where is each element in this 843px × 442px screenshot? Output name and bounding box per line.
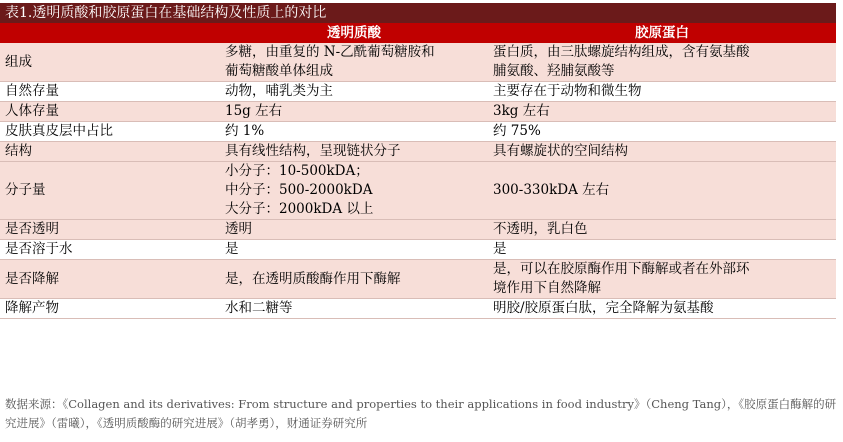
cell-line: 是，在透明质酸酶作用下酶解 [225,270,401,287]
cell-line: 动物，哺乳类为主 [225,83,333,99]
cell-collagen [488,82,836,102]
cell-collagen [488,102,836,122]
cell-line: 大分子：2000kDA 以上 [225,201,374,217]
table-header-row [0,23,836,43]
cell-line: 具有螺旋状的空间结构 [493,143,628,159]
row-label: 人体存量 [0,102,220,122]
cell-hyaluronic-acid [220,43,488,82]
row-label: 降解产物 [0,299,220,319]
cell-collagen [488,142,836,162]
cell-hyaluronic-acid [220,240,488,260]
cell-line: 是 [225,241,239,257]
table-row [0,142,836,162]
cell-line: 是，可以在胶原酶作用下酶解或者在外部环 [493,261,750,277]
cell-hyaluronic-acid [220,122,488,142]
cell-line: 3kg 左右 [493,103,550,119]
cell-collagen [488,240,836,260]
cell-line: 中分子：500-2000kDA [225,182,373,198]
row-label: 是否溶于水 [0,240,220,260]
row-label: 是否透明 [0,220,220,240]
row-label: 是否降解 [0,260,220,299]
table-row [0,240,836,260]
cell-collagen [488,220,836,240]
header-collagen: 胶原蛋白 [488,23,836,43]
cell-hyaluronic-acid [220,162,488,220]
cell-hyaluronic-acid [220,220,488,240]
cell-collagen [488,260,836,299]
table-row [0,82,836,102]
cell-line: 明胶/胶原蛋白肽，完全降解为氨基酸 [493,300,714,316]
cell-hyaluronic-acid [220,142,488,162]
table-row [0,102,836,122]
header-blank [0,23,220,43]
cell-line: 多糖，由重复的 N-乙酰葡萄糖胺和 [225,44,435,60]
cell-line: 约 1% [225,123,265,139]
row-label: 分子量 [0,162,220,220]
cell-line: 主要存在于动物和微生物 [493,83,642,99]
row-label: 结构 [0,142,220,162]
cell-line: 水和二糖等 [225,300,293,316]
header-hyaluronic-acid: 透明质酸 [220,23,488,43]
row-label: 自然存量 [0,82,220,102]
cell-line: 具有线性结构，呈现链状分子 [225,143,401,159]
cell-line: 15g 左右 [225,103,283,119]
cell-line: 300-330kDA 左右 [493,182,610,198]
cell-line: 蛋白质，由三肽螺旋结构组成，含有氨基酸 [493,44,750,60]
table-row [0,299,836,319]
cell-collagen [488,43,836,82]
cell-line: 小分子：10-500kDA； [225,163,369,179]
cell-line: 是 [493,241,507,257]
cell-line: 境作用下自然降解 [493,280,601,296]
table-row [0,43,836,82]
row-label: 皮肤真皮层中占比 [0,122,220,142]
table-title: 表1.透明质酸和胶原蛋白在基础结构及性质上的对比 [0,3,836,23]
cell-line: 脯氨酸、羟脯氨酸等 [493,63,615,79]
table-row [0,260,836,299]
cell-line: 透明 [225,221,252,237]
cell-hyaluronic-acid [220,299,488,319]
cell-collagen [488,162,836,220]
table-row [0,220,836,240]
row-label: 组成 [0,43,220,82]
table-row [0,162,836,220]
cell-hyaluronic-acid [220,102,488,122]
comparison-table [0,23,836,319]
cell-line: 约 75% [493,123,541,139]
source-note: 数据来源：《Collagen and its derivatives: From structure and properties to their applications in food industry》（Cheng Tang），《胶原蛋白酶解的研究进展》（雷曦），《透明质酸酶的研究进展》（胡孝勇），财通证券研究所 [5,397,837,430]
cell-line: 不透明，乳白色 [493,221,588,237]
table-row [0,122,836,142]
cell-line: 葡萄糖酸单体组成 [225,63,333,79]
cell-hyaluronic-acid [220,260,488,299]
cell-hyaluronic-acid [220,82,488,102]
cell-collagen [488,299,836,319]
cell-collagen [488,122,836,142]
